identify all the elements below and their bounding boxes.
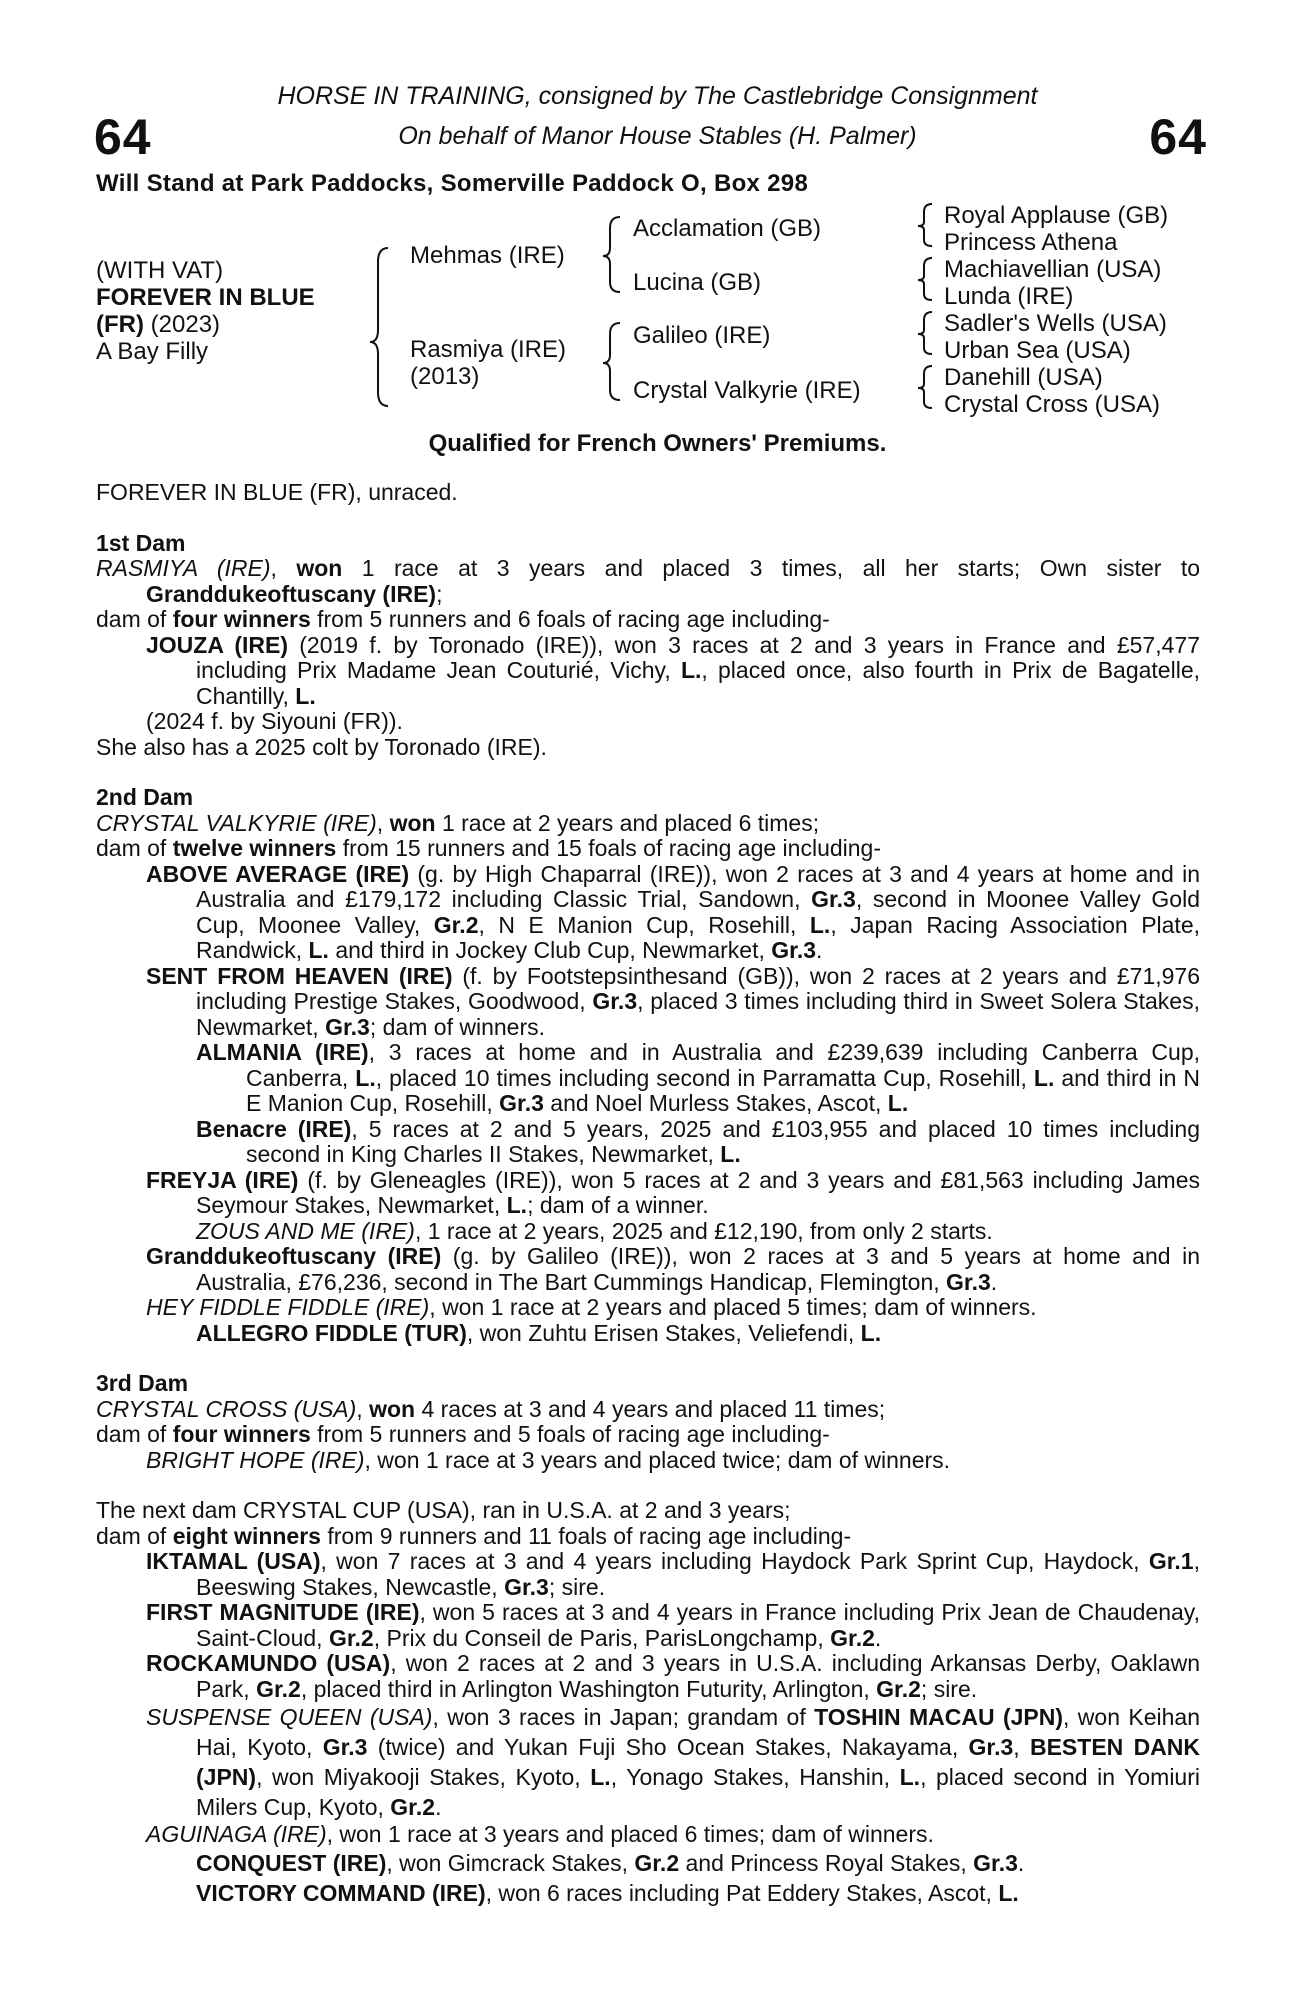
sire-dam: Lucina (GB) (633, 269, 762, 296)
sire-name: Mehmas (IRE) (410, 242, 565, 269)
produce-sent-from-heaven: SENT FROM HEAVEN (IRE) (f. by Footstepsinthesand (GB)), won 2 races at 2 years and £71,976 including Prestige Stakes, Goodwood, Gr.3, placed 3 times including third in Sweet Solera Stakes, Newmarket, Gr.3; dam of winners. (146, 962, 1200, 1040)
produce-rockamundo: ROCKAMUNDO (USA), won 2 races at 2 and 3 years in U.S.A. including Arkansas Derby, Oaklawn Park, Gr.2, placed third in Arlington Washington Futurity, Arlington, Gr.2; sire. (146, 1650, 1200, 1702)
great-grandparents: Royal Applause (GB) Princess Athena Machiavellian (USA) Lunda (IRE) Sadler's Wells (USA) Urban Sea (USA) Danehill (USA) Crystal Cross (USA) (944, 202, 1169, 418)
first-dam-produce: dam of four winners from 5 runners and 6 foals of racing age including- (96, 606, 830, 632)
brace-sire (603, 217, 620, 292)
second-dam-produce: dam of twelve winners from 15 runners and 15 foals of racing age including- (96, 835, 881, 861)
sire-sire: Acclamation (GB) (633, 215, 822, 242)
produce-bright-hope: BRIGHT HOPE (IRE), won 1 race at 3 years and placed twice; dam of winners. (146, 1446, 951, 1473)
produce-jouza: JOUZA (IRE) (2019 f. by Toronado (IRE)), won 3 races at 2 and 3 years in France and £57,477 including Prix Madame Jean Couturié, Vichy, L., placed once, also fourth in Prix de Bagatelle, Chantilly, L. (146, 631, 1201, 709)
produce-granddukeoftuscany: Granddukeoftuscany (IRE) (g. by Galileo (IRE)), won 2 races at 3 and 5 years at home and in Australia, £76,236, second in The Bart Cummings Handicap, Flemington, Gr.3. (146, 1243, 1200, 1295)
brace-dam (603, 323, 620, 400)
dam-sire: Galileo (IRE) (633, 322, 771, 349)
produce-hey-fiddle-fiddle: HEY FIDDLE FIDDLE (IRE), won 1 race at 2 years and placed 5 times; dam of winners. (146, 1294, 1037, 1320)
racing-record: FOREVER IN BLUE (FR), unraced. (96, 479, 458, 505)
first-dam-record: RASMIYA (IRE), won 1 race at 3 years and placed 3 times, all her starts; Own sister to Granddukeoftuscany (IRE); (96, 555, 1201, 607)
brace-gs2 (918, 312, 932, 354)
dam-name: Rasmiya (IRE) (2013) (410, 336, 567, 390)
second-dam-record: CRYSTAL VALKYRIE (IRE), won 1 race at 2 years and placed 6 times; (96, 809, 820, 836)
produce-victory-command: VICTORY COMMAND (IRE), won 6 races including Pat Eddery Stakes, Ascot, L. (196, 1879, 1019, 1906)
second-dam-heading: 2nd Dam (96, 784, 194, 810)
horse-name: FOREVER IN BLUE (96, 284, 315, 311)
horse-name-suffix: (FR) (2023) (96, 311, 221, 338)
produce-2025-colt: She also has a 2025 colt by Toronado (IRE). (96, 733, 547, 760)
produce-above-average: ABOVE AVERAGE (IRE) (g. by High Chaparral (IRE)), won 2 races at 3 and 4 years at home and in Australia and £179,172 including Classic Trial, Sandown, Gr.3, second in Moonee Valley Gold Cup, Moonee Valley, Gr.2, N E Manion Cup, Rosehill, L., Japan Racing Association Plate, Randwick, L. and third in Jockey Club Cup, Newmarket, Gr.3. (146, 860, 1201, 963)
stand-location: Will Stand at Park Paddocks, Somerville Paddock O, Box 298 (96, 170, 809, 197)
produce-iktamal: IKTAMAL (USA), won 7 races at 3 and 4 years including Haydock Park Sprint Cup, Haydock, Gr.1, Beeswing Stakes, Newcastle, Gr.3; sire. (146, 1548, 1200, 1600)
vat-note: (WITH VAT) (96, 257, 224, 284)
vendor-line: On behalf of Manor House Stables (H. Palmer) (398, 122, 917, 150)
brace-gs1 (918, 204, 932, 246)
first-dam-heading: 1st Dam (96, 529, 186, 556)
consignor-line: HORSE IN TRAINING, consigned by The Castlebridge Consignment (277, 82, 1038, 110)
produce-conquest: CONQUEST (IRE), won Gimcrack Stakes, Gr.2 and Princess Royal Stakes, Gr.3. (196, 1849, 1025, 1876)
produce-suspense-queen: SUSPENSE QUEEN (USA), won 3 races in Japan; grandam of TOSHIN MACAU (JPN), won Keihan Hai, Kyoto, Gr.3 (twice) and Yukan Fuji Sho Ocean Stakes, Nakayama, Gr.3, BESTEN DANK (JPN), won Miyakooji Stakes, Kyoto, L., Yonago Stakes, Hanshin, L., placed second in Yomiuri Milers Cup, Kyoto, Gr.2. (146, 1704, 1201, 1820)
produce-allegro-fiddle: ALLEGRO FIDDLE (TUR), won Zuhtu Erisen Stakes, Veliefendi, L. (196, 1319, 882, 1346)
third-dam-record: CRYSTAL CROSS (USA), won 4 races at 3 and 4 years and placed 11 times; (96, 1395, 886, 1422)
qualified-note: Qualified for French Owners' Premiums. (428, 430, 887, 457)
produce-zous-and-me: ZOUS AND ME (IRE), 1 race at 2 years, 2025 and £12,190, from only 2 starts. (196, 1217, 993, 1244)
third-dam-heading: 3rd Dam (96, 1370, 189, 1396)
lot-number-right: 64 (1149, 109, 1207, 165)
third-dam-produce: dam of four winners from 5 runners and 5 foals of racing age including- (96, 1421, 830, 1447)
dam-dam: Crystal Valkyrie (IRE) (633, 377, 861, 404)
fourth-dam-produce: dam of eight winners from 9 runners and 11 foals of racing age including- (96, 1522, 852, 1549)
produce-first-magnitude: FIRST MAGNITUDE (IRE), won 5 races at 3 and 4 years in France including Prix Jean de Chaudenay, Saint-Cloud, Gr.2, Prix du Conseil de Paris, ParisLongchamp, Gr.2. (146, 1599, 1200, 1651)
produce-almania: ALMANIA (IRE), 3 races at home and in Australia and £239,639 including Canberra Cup, Canberra, L., placed 10 times including second in Parramatta Cup, Rosehill, L. and third in N E Manion Cup, Rosehill, Gr.3 and Noel Murless Stakes, Ascot, L. (196, 1039, 1201, 1116)
produce-benacre: Benacre (IRE), 5 races at 2 and 5 years, 2025 and £103,955 and placed 10 times including second in King Charles II Stakes, Newmarket, L. (196, 1115, 1200, 1167)
lot-number-left: 64 (94, 109, 152, 165)
produce-aguinaga: AGUINAGA (IRE), won 1 race at 3 years and placed 6 times; dam of winners. (146, 1821, 934, 1847)
brace-gd1 (918, 258, 932, 300)
produce-freyja: FREYJA (IRE) (f. by Gleneagles (IRE)), won 5 races at 2 and 3 years and £81,563 including James Seymour Stakes, Newmarket, L.; dam of a winner. (146, 1166, 1200, 1218)
produce-2024-filly: (2024 f. by Siyouni (FR)). (146, 708, 403, 734)
fourth-dam-record: The next dam CRYSTAL CUP (USA), ran in U.S.A. at 2 and 3 years; (96, 1497, 791, 1523)
catalogue-body (96, 480, 1200, 1908)
brace-gd2 (918, 366, 932, 408)
brace-main (370, 248, 388, 406)
horse-description: A Bay Filly (96, 338, 209, 365)
